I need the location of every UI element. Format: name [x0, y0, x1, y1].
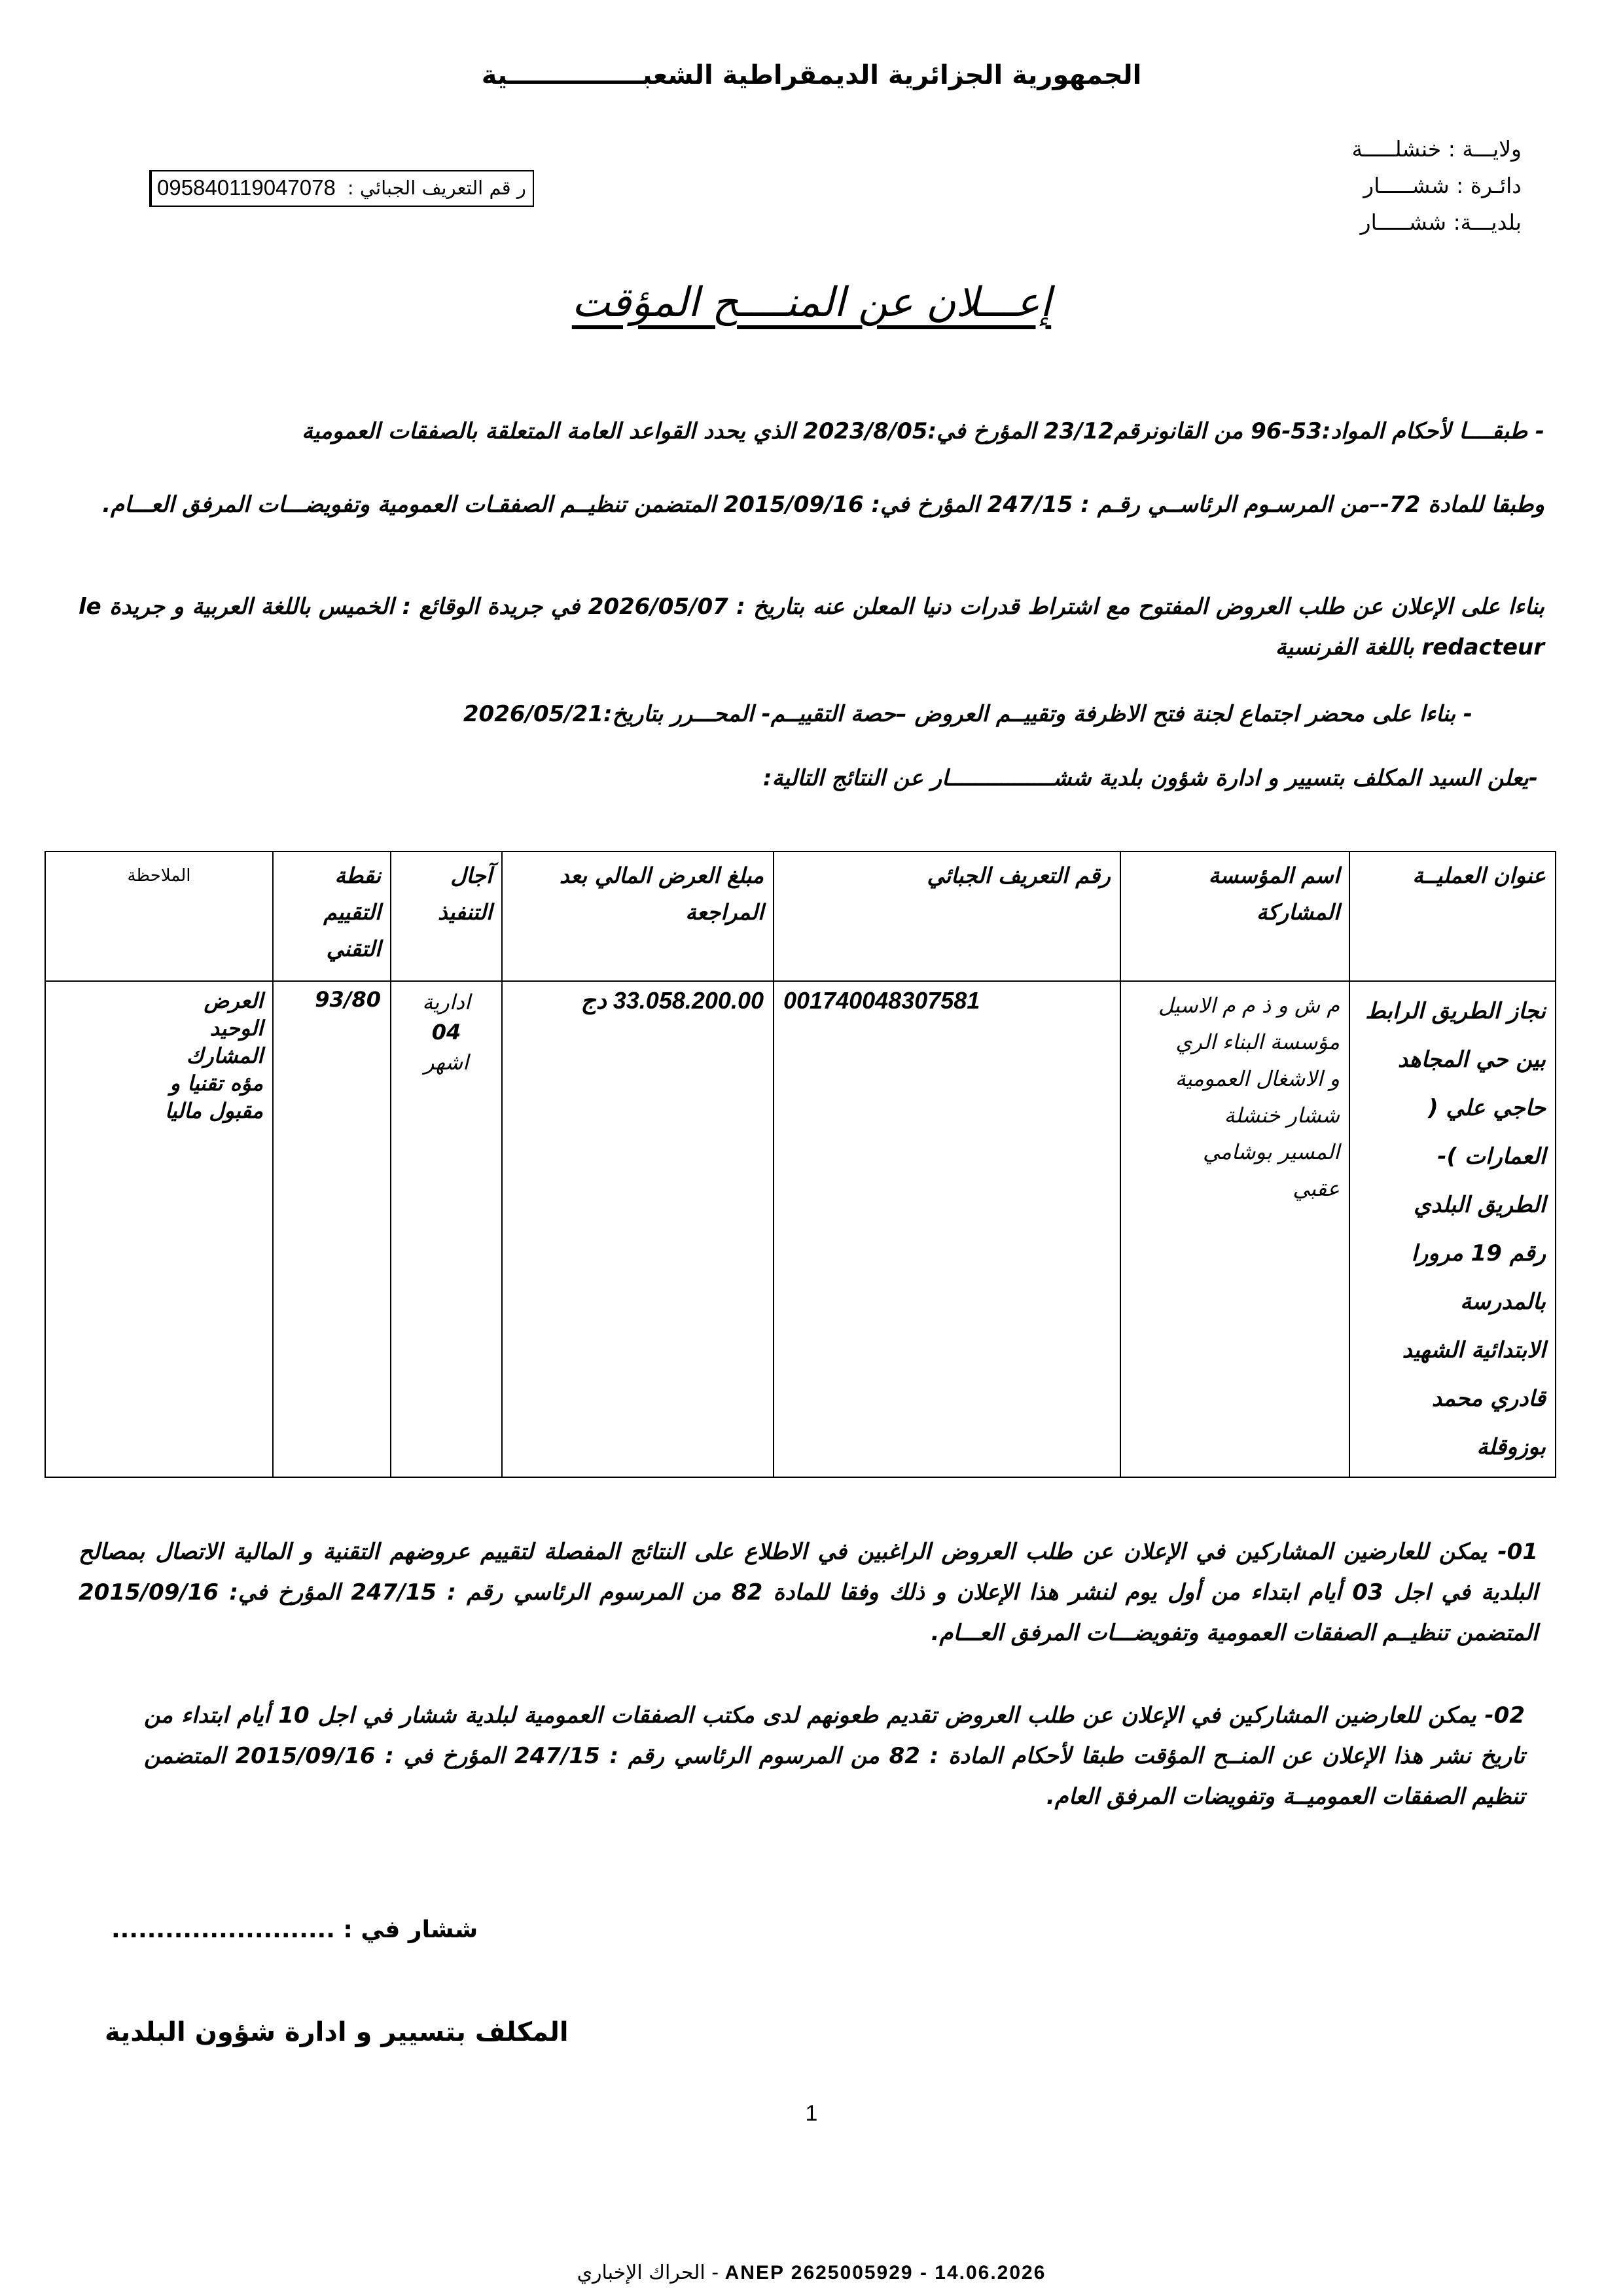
header-operation: عنوان العمليــة — [1349, 852, 1556, 981]
technical-score: 93/80 — [315, 987, 381, 1012]
operation-line: الابتدائية الشهيد — [1402, 1337, 1546, 1363]
header-note: الملاحظة — [45, 852, 273, 981]
company-line: ششار خنشلة — [1224, 1103, 1340, 1128]
tax-id-value: 095840119047078 — [151, 171, 341, 206]
table-row — [45, 981, 1556, 1477]
cell-operation — [1349, 981, 1556, 1477]
wilaya-line: ولايـــة : خنشلـــــة — [1351, 136, 1522, 162]
header-score: نقطة التقييم التقني — [273, 852, 391, 981]
note-line: الوحيد — [209, 1016, 263, 1041]
operation-line: بوزوقلة — [1476, 1434, 1546, 1460]
legal-basis-paragraph-2: وطبقا للمادة 72-–من المرسـوم الرئاســي رقـم : 247/15 المؤرخ في: 2015/09/16 المتضمن تنظيــم الصفقـات العمومية وتفويضـــات المرفق العـــام. — [102, 492, 1544, 518]
operation-line: الطريق البلدي — [1414, 1192, 1546, 1218]
company-line: عقبي — [1293, 1176, 1340, 1201]
legal-basis-paragraph-1: - طبقــــا لأحكام المواد:53-96 من القانونرقم23/12 المؤرخ في:2023/8/05 الذي يحدد القواعد العامة المتعلقة بالصفقات العمومية — [302, 418, 1544, 444]
operation-line: رقم 19 مرورا — [1411, 1240, 1546, 1266]
offer-amount: 33.058.200.00 دج — [580, 987, 764, 1014]
operation-line: نجاز الطريق الرابط — [1365, 998, 1546, 1024]
tax-id-label: ر قم التعريف الجبائي : — [341, 171, 533, 206]
cell-delay — [391, 981, 502, 1477]
announcement-paragraph: -يعلن السيد المكلف بتسيير و ادارة شؤون بلدية ششــــــــــــــــار عن النتائج التالية: — [762, 765, 1538, 791]
place-date: ششار في : ......................... — [111, 1916, 478, 1943]
company-line: المسير بوشامي — [1203, 1139, 1340, 1164]
tax-id-box — [149, 170, 534, 207]
operation-line: العمارات )- — [1437, 1143, 1546, 1170]
newspaper-name: - الحراك الإخباري — [577, 2261, 719, 2284]
company-line: مؤسسة البناء الري — [1175, 1030, 1340, 1054]
commune-line: بلديـــة: ششـــــار — [1360, 209, 1522, 235]
anep-reference: ANEP 2625005929 - 14.06.2026 — [724, 2262, 1046, 2284]
cell-tax-id — [774, 981, 1120, 1477]
header-tax-id: رقم التعريف الجبائي — [774, 852, 1120, 981]
cell-company — [1120, 981, 1349, 1477]
note-line: العرض — [204, 988, 263, 1013]
republic-header: الجمهورية الجزائرية الديمقراطية الشعبـــــــــــــــية — [481, 60, 1142, 90]
operation-line: حاجي علي ( — [1428, 1095, 1546, 1121]
operation-line: قادري محمد — [1431, 1386, 1546, 1412]
operation-line: بين حي المجاهد — [1397, 1047, 1546, 1073]
daira-line: دائـرة : ششـــــار — [1363, 173, 1522, 198]
page-number: 1 — [805, 2101, 818, 2126]
delay-line: اشهر — [423, 1050, 469, 1075]
note-1: 01- يمكن للعارضين المشاركين في الإعلان عن طلب العروض الراغبين في الاطلاع على النتائج المفصلة لتقييم عروضهم التقنية و المالية الاتصال بمصالح البلدية في اجل 03 أيام ابتداء من أول يوم لنشر هذا الإعلان و ذلك وفقا للمادة 82 من المرسوم الرئاسي رقم : 247/15 المؤرخ في: 2015/09/16 المتضمن تنظيــم الصفقات العمومية وتفويضـــات المرفق العـــام. — [79, 1539, 1538, 1646]
document-title — [0, 278, 1623, 326]
note-line: مقبول ماليا — [165, 1098, 263, 1123]
operation-line: بالمدرسة — [1460, 1289, 1546, 1315]
note-2: 02- يمكن للعارضين المشاركين في الإعلان عن طلب العروض تقديم طعونهم لدى مكتب الصفقات العمومية لبلدية ششار في اجل 10 أيام ابتداء من تاريخ نشر هذا الإعلان عن المنــح المؤقت طبقا لأحكام المادة : 82 من المرسوم الرئاسي رقم : 247/15 المؤرخ في : 2015/09/16 المتضمن تنظيم الصفقات العموميــة وتفويضات المرفق العام. — [144, 1702, 1525, 1810]
delay-line: ادارية — [422, 990, 471, 1014]
company-line: م ش و ذ م م الاسيل — [1158, 993, 1340, 1018]
cell-score — [273, 981, 391, 1477]
company-line: و الاشغال العمومية — [1175, 1066, 1340, 1091]
table-header-row — [45, 852, 1556, 981]
cell-amount — [502, 981, 774, 1477]
delay-line: 04 — [431, 1020, 461, 1045]
publication-footer — [0, 2261, 1623, 2284]
company-tax-id: 001740048307581 — [783, 987, 980, 1014]
tender-paragraph: بناءا على الإعلان عن طلب العروض المفتوح مع اشتراط قدرات دنيا المعلن عنه بتاريخ : 2026/05/07 في جريدة الوقائع : الخميس باللغة العربية و جريدة le redacteur باللغة الفرنسية — [79, 594, 1544, 660]
committee-paragraph: - بناءا على محضر اجتماع لجنة فتح الاظرفة وتقييــم العروض –حصة التقييــم- المحـــرر بتاريخ:2026/05/21 — [463, 701, 1472, 727]
signatory: المكلف بتسيير و ادارة شؤون البلدية — [105, 2017, 569, 2047]
results-table — [45, 851, 1556, 1478]
header-amount: مبلغ العرض المالي بعد المراجعة — [502, 852, 774, 981]
administrative-block — [1194, 131, 1522, 241]
cell-note — [45, 981, 273, 1477]
header-company: اسم المؤسسة المشاركة — [1120, 852, 1349, 981]
header-delay: آجال التنفيذ — [391, 852, 502, 981]
note-line: المشارك — [186, 1043, 263, 1068]
note-line: مؤه تقنيا و — [169, 1071, 263, 1096]
document-title-text: إعـــلان عن المنــــح المؤقت — [571, 278, 1052, 326]
